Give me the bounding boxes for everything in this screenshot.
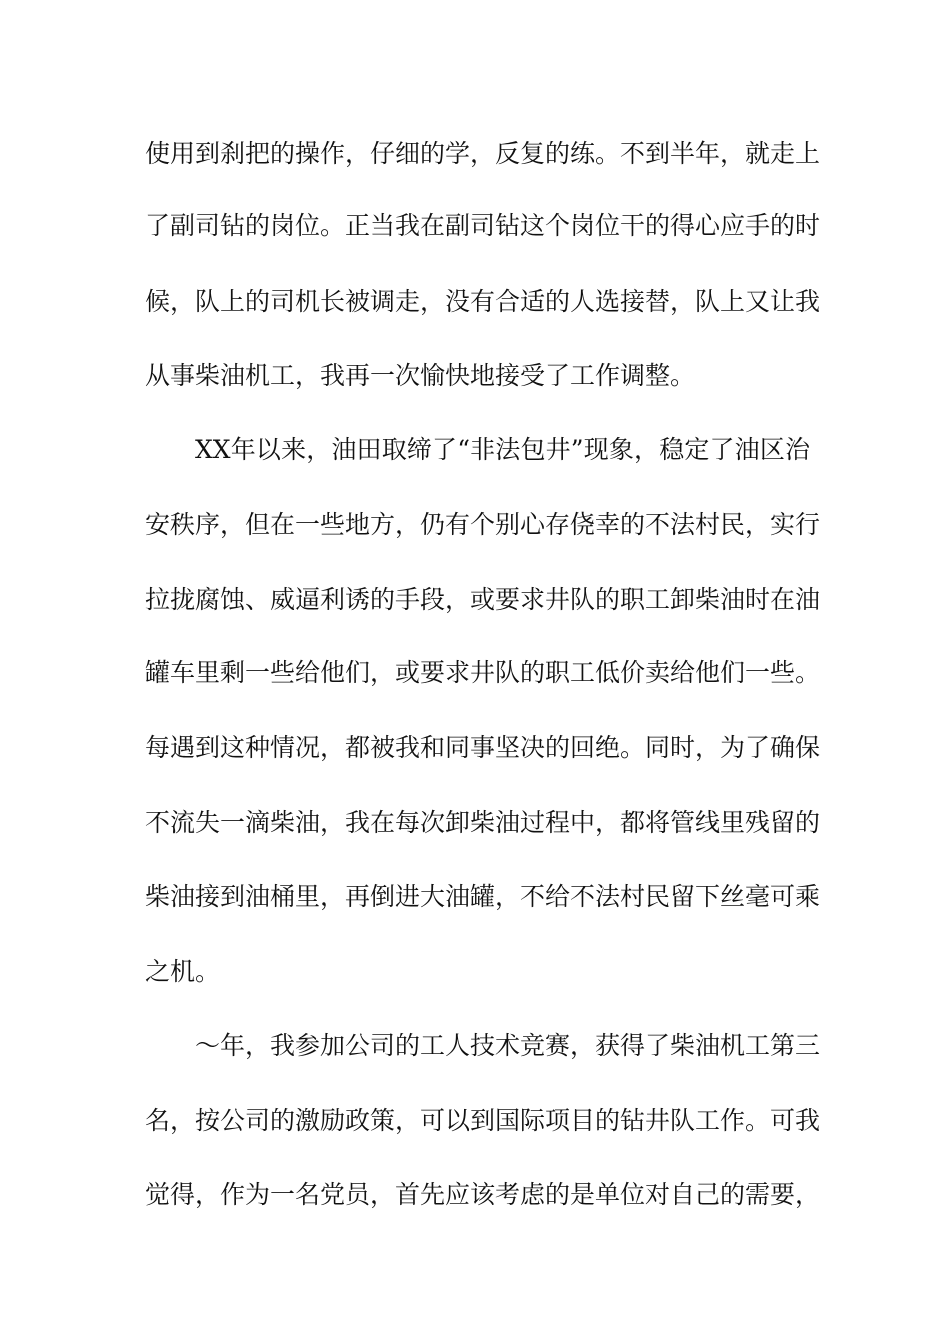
text-line: 不流失一滴柴油，我在每次卸柴油过程中，都将管线里残留的 bbox=[145, 808, 821, 837]
text-line: 从事柴油机工，我再一次愉快地接受了工作调整。 bbox=[145, 361, 696, 390]
text-line: XX年以来，油田取缔了“非法包井”现象，稳定了油区治 bbox=[195, 435, 810, 464]
text-line: 柴油接到油桶里，再倒进大油罐，不给不法村民留下丝毫可乘 bbox=[145, 882, 821, 911]
text-line: ～年，我参加公司的工人技术竞赛，获得了柴油机工第三 bbox=[195, 1031, 821, 1060]
text-line: 了副司钻的岗位。正当我在副司钻这个岗位干的得心应手的时 bbox=[145, 211, 821, 240]
text-line: 安秩序，但在一些地方，仍有个别心存侥幸的不法村民，实行 bbox=[145, 510, 821, 539]
text-line: 拉拢腐蚀、威逼利诱的手段，或要求井队的职工卸柴油时在油 bbox=[145, 585, 821, 614]
text-line: 每遇到这种情况，都被我和同事坚决的回绝。同时，为了确保 bbox=[145, 733, 821, 762]
text-line: 觉得，作为一名党员，首先应该考虑的是单位对自己的需要， bbox=[145, 1180, 821, 1209]
text-line: 候，队上的司机长被调走，没有合适的人选接替，队上又让我 bbox=[145, 287, 821, 316]
text-line: 之机。 bbox=[145, 957, 221, 986]
text-line: 使用到刹把的操作，仔细的学，反复的练。不到半年，就走上 bbox=[145, 139, 821, 168]
text-line: 罐车里剩一些给他们，或要求井队的职工低价卖给他们一些。 bbox=[145, 658, 821, 687]
text-line: 名，按公司的激励政策，可以到国际项目的钻井队工作。可我 bbox=[145, 1106, 821, 1135]
